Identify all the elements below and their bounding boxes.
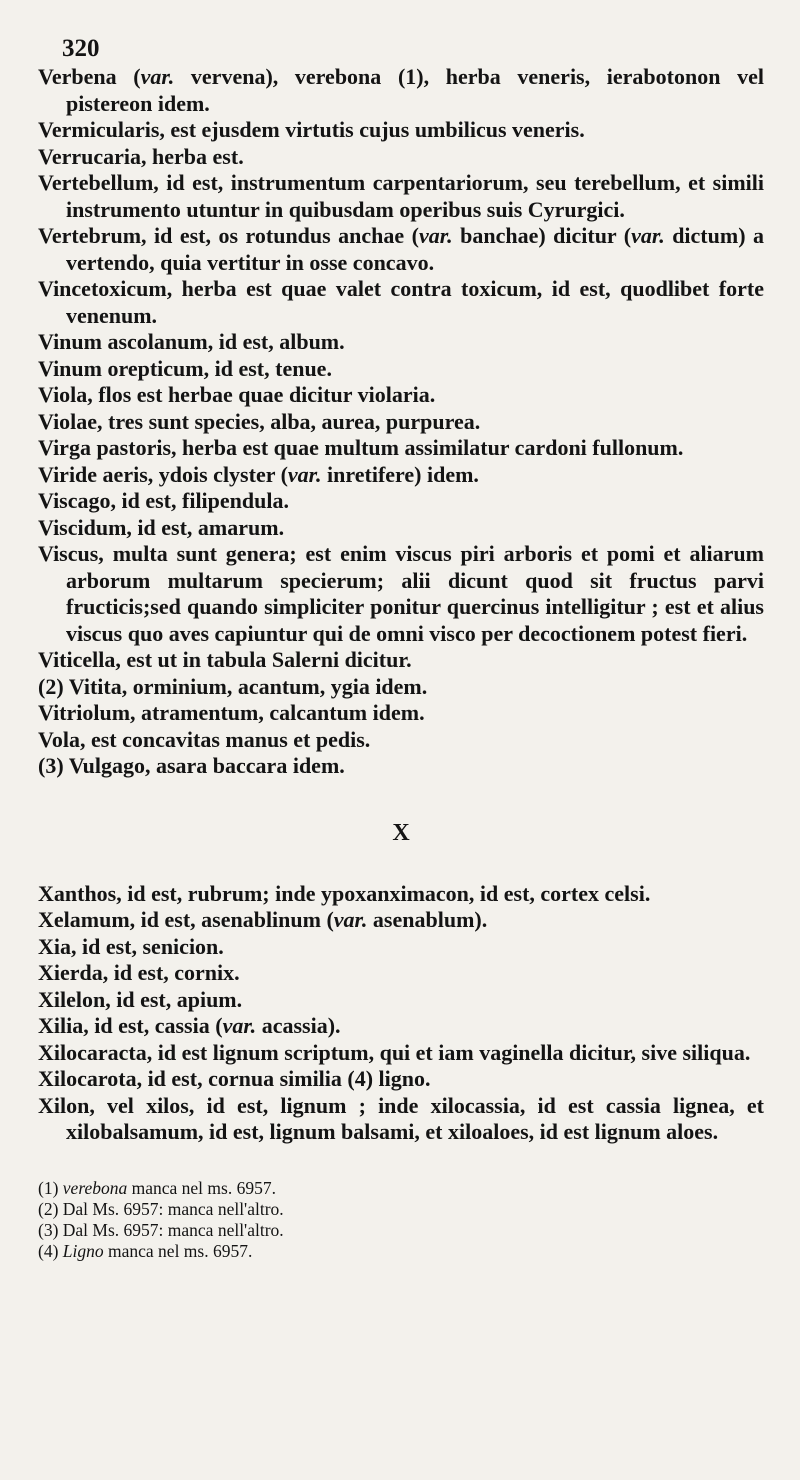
entry-text: Virga pastoris, herba est quae multum assimilatur cardoni fullonum.	[38, 435, 684, 460]
dictionary-entry	[38, 64, 764, 117]
entry-text: Xierda, id est, cornix.	[38, 960, 240, 985]
entry-text: Xilia, id est, cassia (	[38, 1013, 223, 1038]
entry-text: Violae, tres sunt species, alba, aurea, purpurea.	[38, 408, 481, 434]
entry-text: acassia).	[256, 1013, 341, 1038]
section-heading: X	[392, 819, 410, 846]
entry-text: manca nel ms. 6957.	[127, 1177, 276, 1198]
entry-text: Verrucaria, herba est.	[38, 143, 244, 169]
entry-text: Xelamum, id est, asenablinum (	[38, 907, 334, 932]
entry-text: (1)	[38, 1177, 63, 1198]
dictionary-entry	[38, 117, 764, 144]
entry-text: Viride aeris, ydois clyster (	[38, 461, 288, 487]
dictionary-entry	[38, 960, 764, 987]
entry-text: Viscago, id est, filipendula.	[38, 488, 289, 513]
entry-text: Vincetoxicum, herba est quae valet contra toxicum, id est, quodlibet forte venenum.	[38, 276, 764, 328]
dictionary-entry	[38, 488, 764, 515]
italic-text: var.	[333, 907, 368, 932]
dictionary-entry	[38, 276, 764, 329]
dictionary-entry	[38, 1066, 764, 1093]
dictionary-entry	[38, 647, 764, 674]
page-number: 320	[62, 35, 100, 62]
italic-text: verebona	[62, 1177, 128, 1198]
entry-text: Xia, id est, senicion.	[38, 933, 224, 959]
dictionary-entry	[38, 1093, 764, 1146]
dictionary-entry	[38, 223, 764, 276]
entry-text: Viscidum, id est, amarum.	[38, 514, 285, 540]
dictionary-entry	[38, 382, 764, 409]
italic-text: var.	[222, 1013, 257, 1038]
dictionary-entry	[38, 170, 764, 223]
dictionary-entry	[38, 409, 764, 436]
dictionary-entry	[38, 541, 764, 647]
entry-text: Vinum ascolanum, id est, album.	[38, 329, 345, 354]
entry-text: Xanthos, id est, rubrum; inde ypoxanximacon, id est, cortex celsi.	[38, 880, 651, 906]
entry-text: Vinum orepticum, id est, tenue.	[38, 355, 332, 381]
entry-text: (3) Vulgago, asara baccara idem.	[38, 753, 345, 778]
italic-text: var.	[287, 461, 322, 487]
entry-text: Vermicularis, est ejusdem virtutis cujus umbilicus veneris.	[38, 117, 585, 142]
dictionary-entry	[38, 727, 764, 754]
entry-text: dictum) a vertendo, quia vertitur in osse concavo.	[66, 223, 764, 275]
dictionary-entry	[38, 356, 764, 383]
entry-text: banchae) dicitur (	[452, 223, 632, 248]
dictionary-entry	[38, 753, 764, 780]
dictionary-entry	[38, 881, 764, 908]
entry-text: Xilocaracta, id est lignum scriptum, qui et iam vaginella dicitur, sive siliqua.	[38, 1039, 751, 1065]
italic-text: var.	[631, 223, 665, 248]
footnote	[38, 1241, 764, 1262]
dictionary-entry	[38, 934, 764, 961]
dictionary-entry	[38, 907, 764, 934]
dictionary-entry	[38, 435, 764, 462]
entry-text: Xilon, vel xilos, id est, lignum ; inde xilocassia, id est cassia lignea, et xilobalsamum, id est, lignum balsami, et xiloaloes, id est lignum aloes.	[38, 1092, 764, 1144]
dictionary-entry	[38, 1040, 764, 1067]
entry-text: Vertebrum, id est, os rotundus anchae (	[38, 223, 419, 248]
entry-text: Viola, flos est herbae quae dicitur violaria.	[38, 382, 436, 407]
footnote	[38, 1199, 764, 1220]
dictionary-entry	[38, 462, 764, 489]
entry-text: Verbena (	[38, 64, 141, 89]
entry-text: Vola, est concavitas manus et pedis.	[38, 726, 371, 752]
entry-text: inretifere) idem.	[321, 461, 479, 487]
footnote	[38, 1220, 764, 1241]
entry-text: Xilelon, id est, apium.	[38, 986, 243, 1012]
dictionary-entry	[38, 1013, 764, 1040]
dictionary-entry	[38, 674, 764, 701]
footnotes	[38, 1178, 764, 1262]
italic-text: var.	[140, 64, 175, 89]
entry-text: Xilocarota, id est, cornua similia (4) ligno.	[38, 1066, 431, 1091]
entry-text: Vertebellum, id est, instrumentum carpentariorum, seu terebellum, et simili instrumento utuntur in quibusdam operibus suis Cyrurgici.	[38, 170, 764, 222]
footnote	[38, 1178, 764, 1199]
dictionary-entry	[38, 144, 764, 171]
dictionary-entry	[38, 515, 764, 542]
dictionary-entry	[38, 329, 764, 356]
entry-text: manca nel ms. 6957.	[103, 1240, 253, 1261]
entry-text: Vitriolum, atramentum, calcantum idem.	[38, 700, 425, 725]
entries-x-list	[38, 881, 764, 1146]
entry-text: (4)	[38, 1240, 63, 1261]
italic-text: var.	[419, 223, 453, 248]
entry-text: (2) Vitita, orminium, acantum, ygia idem.	[38, 673, 428, 699]
entry-text: asenablum).	[367, 907, 488, 932]
italic-text: Ligno	[62, 1240, 104, 1261]
entry-text: (3) Dal Ms. 6957: manca nell'altro.	[38, 1219, 284, 1240]
entry-text: Viticella, est ut in tabula Salerni dicitur.	[38, 647, 412, 672]
dictionary-entry	[38, 987, 764, 1014]
entry-text: vervena), verebona (1), herba veneris, ierabotonon vel pistereon idem.	[66, 64, 764, 116]
entry-text: Viscus, multa sunt genera; est enim viscus piri arboris et pomi et aliarum arborum multarum specierum; alii dicunt quod sit fructus parvi fructicis;sed quando simpliciter ponitur quercinus intelligitur ; est et alius viscus quo aves capiuntur qui de omni visco per decoctionem potest fieri.	[38, 541, 764, 646]
entry-text: (2) Dal Ms. 6957: manca nell'altro.	[38, 1198, 284, 1219]
entries-v-list	[38, 64, 764, 780]
dictionary-entry	[38, 700, 764, 727]
